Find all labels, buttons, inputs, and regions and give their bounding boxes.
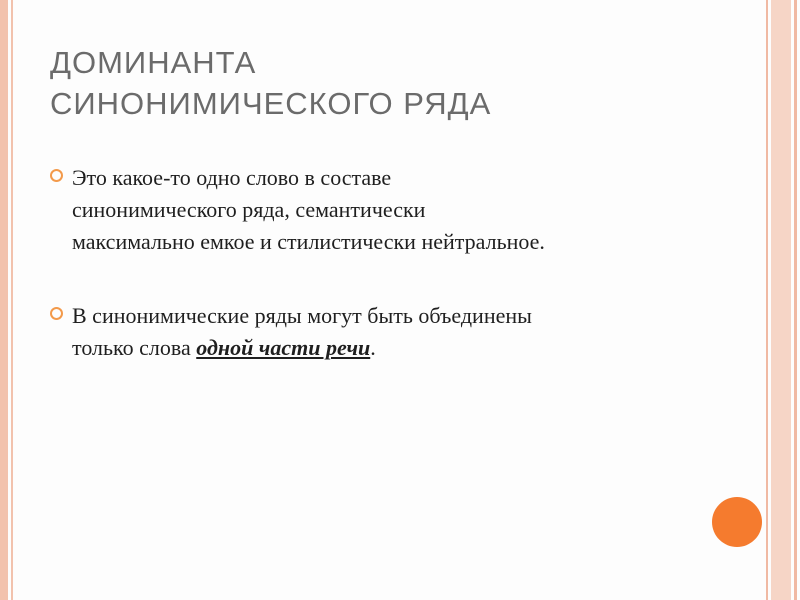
right-decorative-stripe-outer (766, 0, 768, 600)
left-decorative-stripe (0, 0, 8, 600)
bullet-item-2 (48, 300, 548, 364)
bullet-text-1: Это какое-то одно слово в составе синонимического ряда, семантически максимально емкое и стилистически нейтральное. (72, 165, 545, 254)
right-decorative-stripe-edge (794, 0, 797, 600)
ring-bullet-icon (50, 307, 63, 320)
bullet-list (48, 162, 548, 364)
bullet-text-2-before: В синонимические ряды могут быть объединены только слова (72, 303, 532, 360)
bullet-item-1 (48, 162, 548, 258)
slide-title-line-2: СИНОНИМИЧЕСКОГО РЯДА (50, 86, 492, 121)
right-decorative-stripe-band (771, 0, 791, 600)
left-decorative-thin-stripe (11, 0, 13, 600)
ring-bullet-icon (50, 169, 63, 182)
bullet-emphasis: одной части речи (196, 335, 371, 360)
slide-title (50, 42, 730, 124)
bullet-text-2-after: . (370, 335, 376, 360)
decorative-orange-circle (712, 497, 762, 547)
slide-title-line-1: ДОМИНАНТА (50, 45, 257, 80)
